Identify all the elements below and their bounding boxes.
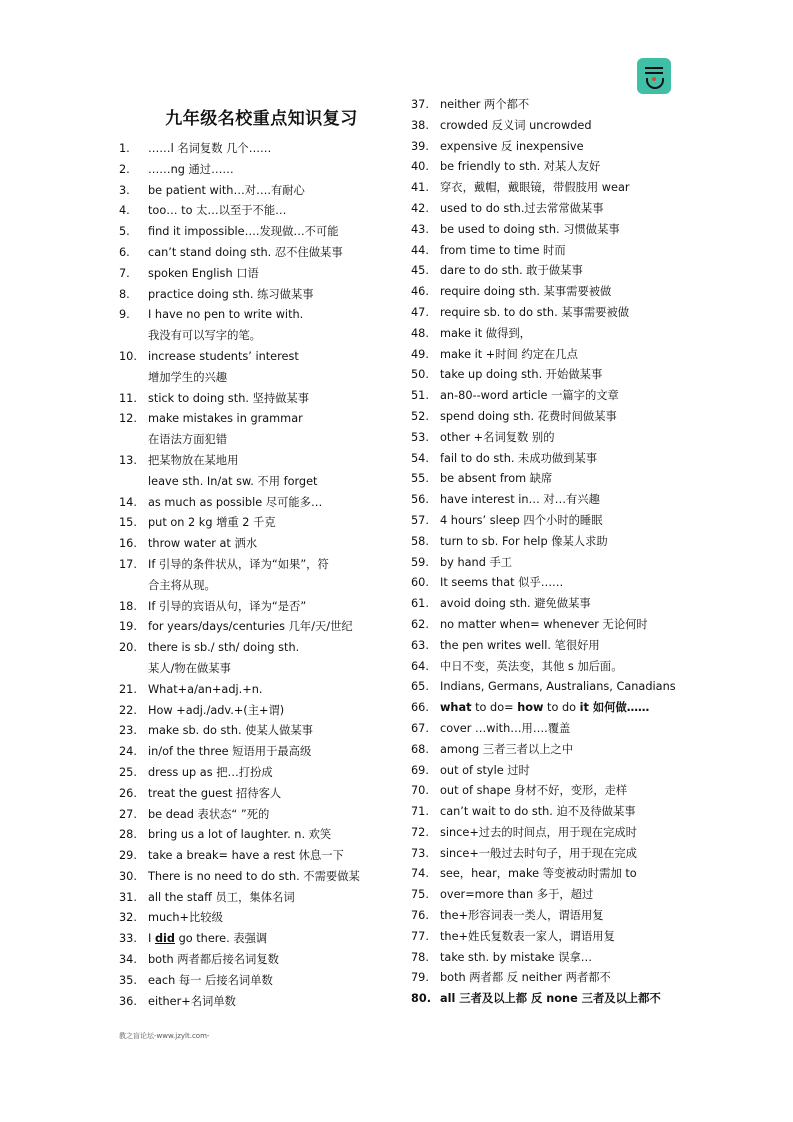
bold-text: what — [440, 701, 472, 715]
item-text: make sb. do sth. 使某人做某事 — [148, 724, 313, 738]
item-number: 21. — [119, 682, 137, 696]
item-text — [148, 929, 267, 950]
item-text — [440, 698, 649, 719]
item-text: be patient with…对….有耐心 — [148, 183, 305, 197]
item-number: 39. — [411, 139, 429, 153]
item-text: expensive 反 inexpensive — [440, 139, 584, 153]
item-number: 61. — [411, 597, 429, 611]
item-number: 47. — [411, 305, 429, 319]
item-text: there is sb./ sth/ doing sth. — [148, 641, 300, 655]
item-text: make it 做得到， — [440, 326, 531, 340]
item-number: 6. — [119, 245, 130, 259]
item-number: 78. — [411, 950, 429, 964]
item-text-part: go there. 表强调 — [174, 932, 268, 946]
item-number: 30. — [119, 869, 137, 883]
item-text-line2: 某人/物在做某事 — [148, 661, 231, 675]
bold-text: how — [517, 701, 544, 715]
item-text: spend doing sth. 花费时间做某事 — [440, 409, 617, 423]
item-text: If 引导的宾语从句，译为“是否” — [148, 599, 307, 613]
item-text: the pen writes well. 笔很好用 — [440, 638, 600, 652]
list-item — [411, 802, 676, 823]
list-item — [411, 615, 676, 636]
item-number: 35. — [119, 973, 137, 987]
list-item — [411, 761, 676, 782]
list-item — [411, 407, 676, 428]
list-item — [411, 844, 676, 865]
list-item — [411, 823, 676, 844]
item-text-part: to do= — [471, 701, 518, 715]
item-text: an-80--word article 一篇字的文章 — [440, 389, 619, 403]
item-text: as much as possible 尽可能多… — [148, 495, 323, 509]
list-item — [411, 345, 676, 366]
item-number: 77. — [411, 929, 429, 943]
item-text: for years/days/centuries 几年/天/世纪 — [148, 620, 353, 634]
item-text: take a break= have a rest 休息一下 — [148, 849, 344, 863]
item-number: 66. — [411, 701, 429, 715]
item-number: 51. — [411, 389, 429, 403]
item-number: 11. — [119, 391, 137, 405]
item-number: 42. — [411, 201, 429, 215]
list-item — [119, 763, 394, 784]
list-item — [119, 305, 394, 347]
item-text: crowded 反义词 uncrowded — [440, 118, 592, 132]
list-item — [119, 389, 394, 410]
list-item — [411, 636, 676, 657]
list-item — [411, 199, 676, 220]
item-text: each 每一 后接名词单数 — [148, 973, 273, 987]
list-item — [119, 908, 394, 929]
list-item — [411, 781, 676, 802]
list-item — [119, 139, 394, 160]
item-text: too… to 太…以至于不能… — [148, 204, 287, 218]
list-item — [119, 638, 394, 680]
item-text: among 三者三者以上之中 — [440, 742, 574, 756]
item-number: 65. — [411, 680, 429, 694]
item-text-part: to do — [543, 701, 580, 715]
item-text: take up doing sth. 开始做某事 — [440, 368, 603, 382]
item-number: 37. — [411, 98, 429, 111]
bold-text: it 如何做…… — [579, 701, 650, 715]
item-text: neither 两个都不 — [440, 98, 530, 111]
item-number: 76. — [411, 909, 429, 923]
list-item — [411, 157, 676, 178]
item-text: bring us a lot of laughter. n. 欢笑 — [148, 828, 332, 842]
item-text: 4 hours’ sleep 四个小时的睡眠 — [440, 513, 603, 527]
footer-text: 教之盲论坛-www.jzylt.com- — [119, 1032, 210, 1040]
item-number: 79. — [411, 971, 429, 985]
item-number: 29. — [119, 849, 137, 863]
item-text: both 两者都后接名词复数 — [148, 953, 279, 967]
item-text: make mistakes in grammar — [148, 412, 303, 426]
list-item — [119, 222, 394, 243]
item-text: by hand 手工 — [440, 555, 513, 569]
item-text: take sth. by mistake 误拿… — [440, 950, 593, 964]
item-text: Indians, Germans, Australians, Canadians — [440, 680, 676, 694]
list-item — [119, 888, 394, 909]
list-item — [119, 347, 394, 389]
emphasis-text: did — [154, 932, 175, 946]
item-number: 12. — [119, 412, 137, 426]
list-item — [411, 261, 676, 282]
list-item — [411, 948, 676, 969]
list-item — [411, 490, 676, 511]
brand-logo-icon — [637, 58, 671, 94]
list-item — [411, 365, 676, 386]
list-item — [411, 968, 676, 989]
list-item — [119, 805, 394, 826]
item-text: spoken English 口语 — [148, 266, 259, 280]
list-item — [119, 493, 394, 514]
item-number: 31. — [119, 890, 137, 904]
item-text: both 两者都 反 neither 两者都不 — [440, 971, 611, 985]
item-text: have interest in… 对…有兴趣 — [440, 493, 600, 507]
list-item — [411, 532, 676, 553]
item-text-line2: 我没有可以写字的笔。 — [148, 329, 261, 343]
list-item — [119, 742, 394, 763]
page-title: 九年级名校重点知识复习 — [165, 109, 358, 129]
item-number: 69. — [411, 763, 429, 777]
list-item — [119, 555, 394, 597]
list-item — [119, 825, 394, 846]
list-item — [411, 511, 676, 532]
item-text: turn to sb. For help 像某人求助 — [440, 534, 608, 548]
item-number: 72. — [411, 825, 429, 839]
item-text: can’t wait to do sth. 迫不及待做某事 — [440, 805, 636, 819]
item-number: 38. — [411, 118, 429, 132]
item-number: 24. — [119, 745, 137, 759]
item-number: 41. — [411, 181, 429, 195]
item-text: be dead 表状态“ ”死的 — [148, 807, 270, 821]
item-number: 14. — [119, 495, 137, 509]
item-number: 50. — [411, 368, 429, 382]
list-item — [411, 719, 676, 740]
item-number: 62. — [411, 617, 429, 631]
item-text: I have no pen to write with. — [148, 308, 304, 322]
item-text: ……ng 通过…… — [148, 162, 234, 176]
item-number: 56. — [411, 493, 429, 507]
list-item — [411, 116, 676, 137]
item-text: used to do sth.过去常常做某事 — [440, 201, 604, 215]
item-text: 把某物放在某地用 — [148, 453, 239, 467]
item-number: 20. — [119, 641, 137, 655]
list-item — [119, 513, 394, 534]
item-number: 16. — [119, 537, 137, 551]
item-text: all the staff 员工，集体名词 — [148, 890, 295, 904]
item-number: 26. — [119, 786, 137, 800]
list-item — [411, 324, 676, 345]
list-item — [411, 95, 676, 116]
item-number: 57. — [411, 513, 429, 527]
item-number: 19. — [119, 620, 137, 634]
item-number: 32. — [119, 911, 137, 925]
item-number: 3. — [119, 183, 130, 197]
item-text: How +adj./adv.+(主+谓) — [148, 703, 285, 717]
item-number: 80. — [411, 992, 432, 1006]
list-item — [119, 867, 394, 888]
list-item — [119, 181, 394, 202]
item-text: all 三者及以上都 反 none 三者及以上都不 — [440, 992, 661, 1006]
item-text: put on 2 kg 增重 2 千克 — [148, 516, 276, 530]
item-text: much+比较级 — [148, 911, 223, 925]
item-text: see，hear，make 等变被动时需加 to — [440, 867, 637, 881]
list-item — [411, 428, 676, 449]
item-number: 7. — [119, 266, 130, 280]
item-number: 54. — [411, 451, 429, 465]
item-text: be absent from 缺席 — [440, 472, 553, 486]
list-item — [411, 220, 676, 241]
item-text-line2: 合主将从现。 — [148, 578, 216, 592]
item-number: 63. — [411, 638, 429, 652]
item-text: throw water at 洒水 — [148, 537, 258, 551]
list-item — [119, 971, 394, 992]
item-number: 75. — [411, 888, 429, 902]
item-number: 60. — [411, 576, 429, 590]
item-number: 44. — [411, 243, 429, 257]
item-number: 45. — [411, 264, 429, 278]
list-item — [411, 573, 676, 594]
list-item — [411, 178, 676, 199]
item-number: 28. — [119, 828, 137, 842]
list-item — [411, 864, 676, 885]
item-number: 43. — [411, 222, 429, 236]
item-number: 67. — [411, 721, 429, 735]
list-item — [119, 243, 394, 264]
item-number: 40. — [411, 160, 429, 174]
list-item — [411, 553, 676, 574]
list-item — [119, 451, 394, 493]
item-text: out of shape 身材不好，变形，走样 — [440, 784, 628, 798]
list-item — [119, 721, 394, 742]
list-item — [411, 137, 676, 158]
list-item — [119, 160, 394, 181]
list-item — [411, 677, 676, 698]
item-text: If 引导的条件状从，译为“如果”，符 — [148, 557, 329, 571]
list-item — [119, 534, 394, 555]
item-text: There is no need to do sth. 不需要做某 — [148, 869, 360, 883]
item-text: from time to time 时而 — [440, 243, 566, 257]
list-item — [411, 241, 676, 262]
list-item — [119, 617, 394, 638]
list-item — [411, 927, 676, 948]
item-text: increase students’ interest — [148, 349, 299, 363]
list-item — [119, 264, 394, 285]
item-number: 70. — [411, 784, 429, 798]
item-number: 10. — [119, 349, 137, 363]
list-item — [119, 680, 394, 701]
item-text: dare to do sth. 敢于做某事 — [440, 264, 583, 278]
item-text: 穿衣，戴帽，戴眼镜，带假肢用 wear — [440, 181, 630, 195]
item-number: 59. — [411, 555, 429, 569]
item-text: make it +时间 约定在几点 — [440, 347, 578, 361]
item-number: 27. — [119, 807, 137, 821]
list-item — [119, 597, 394, 618]
item-number: 48. — [411, 326, 429, 340]
left-column-list — [119, 139, 394, 1012]
item-number: 5. — [119, 225, 130, 239]
item-text: ……l 名词复数 几个…… — [148, 142, 272, 155]
list-item — [411, 657, 676, 678]
item-text: either+名词单数 — [148, 994, 236, 1008]
list-item — [411, 469, 676, 490]
item-number: 17. — [119, 557, 137, 571]
list-item — [411, 906, 676, 927]
item-text: over=more than 多于，超过 — [440, 888, 594, 902]
item-text: require sb. to do sth. 某事需要被做 — [440, 305, 630, 319]
item-number: 22. — [119, 703, 137, 717]
item-number: 1. — [119, 142, 130, 155]
item-text: no matter when= whenever 无论何时 — [440, 617, 648, 631]
list-item — [119, 992, 394, 1013]
item-text: treat the guest 招待客人 — [148, 786, 282, 800]
item-number: 49. — [411, 347, 429, 361]
item-text: It seems that 似乎…… — [440, 576, 564, 590]
item-text: 中日不变，英法变，其他 s 加后面。 — [440, 659, 623, 673]
item-text: fail to do sth. 未成功做到某事 — [440, 451, 598, 465]
item-text-line2: 在语法方面犯错 — [148, 433, 228, 447]
list-item — [411, 303, 676, 324]
item-number: 71. — [411, 805, 429, 819]
item-number: 23. — [119, 724, 137, 738]
item-text: the+姓氏复数表一家人，谓语用复 — [440, 929, 615, 943]
list-item — [411, 698, 676, 719]
item-number: 36. — [119, 994, 137, 1008]
item-number: 2. — [119, 162, 130, 176]
list-item — [411, 740, 676, 761]
item-text: be used to doing sth. 习惯做某事 — [440, 222, 620, 236]
item-number: 13. — [119, 453, 137, 467]
item-text: What+a/an+adj.+n. — [148, 682, 263, 696]
item-text: other +名词复数 别的 — [440, 430, 555, 444]
right-column-list — [411, 95, 676, 1010]
item-text: require doing sth. 某事需要被做 — [440, 285, 612, 299]
item-text-line2: 增加学生的兴趣 — [148, 370, 228, 384]
item-text: can’t stand doing sth. 忍不住做某事 — [148, 245, 343, 259]
item-number: 64. — [411, 659, 429, 673]
item-number: 9. — [119, 308, 130, 322]
item-text-part: I — [148, 932, 155, 946]
list-item — [411, 449, 676, 470]
list-item — [411, 594, 676, 615]
list-item — [119, 784, 394, 805]
item-number: 74. — [411, 867, 429, 881]
item-text-line2: leave sth. In/at sw. 不用 forget — [148, 474, 318, 488]
list-item — [411, 989, 676, 1010]
list-item — [119, 285, 394, 306]
item-number: 58. — [411, 534, 429, 548]
list-item — [119, 701, 394, 722]
item-number: 46. — [411, 285, 429, 299]
item-text: in/of the three 短语用于最高级 — [148, 745, 312, 759]
item-number: 52. — [411, 409, 429, 423]
item-text: find it impossible….发现做…不可能 — [148, 225, 339, 239]
list-item — [119, 201, 394, 222]
item-text: practice doing sth. 练习做某事 — [148, 287, 314, 301]
list-item — [411, 282, 676, 303]
item-number: 73. — [411, 846, 429, 860]
item-text: the+形容词表一类人，谓语用复 — [440, 909, 604, 923]
list-item — [119, 950, 394, 971]
list-item — [119, 409, 394, 451]
item-number: 25. — [119, 765, 137, 779]
list-item — [119, 929, 394, 950]
item-text: out of style 过时 — [440, 763, 530, 777]
item-text: cover …with…用….覆盖 — [440, 721, 571, 735]
item-text: avoid doing sth. 避免做某事 — [440, 597, 591, 611]
list-item — [411, 885, 676, 906]
list-item — [411, 386, 676, 407]
item-number: 15. — [119, 516, 137, 530]
item-text: since+过去的时间点，用于现在完成时 — [440, 825, 637, 839]
item-number: 34. — [119, 953, 137, 967]
item-number: 18. — [119, 599, 137, 613]
item-number: 4. — [119, 204, 130, 218]
item-number: 33. — [119, 932, 137, 946]
item-text: since+一般过去时句子，用于现在完成 — [440, 846, 637, 860]
item-number: 68. — [411, 742, 429, 756]
item-number: 55. — [411, 472, 429, 486]
item-number: 8. — [119, 287, 130, 301]
item-text: dress up as 把…打扮成 — [148, 765, 273, 779]
item-number: 53. — [411, 430, 429, 444]
list-item — [119, 846, 394, 867]
item-text: stick to doing sth. 坚持做某事 — [148, 391, 310, 405]
item-text: be friendly to sth. 对某人友好 — [440, 160, 601, 174]
